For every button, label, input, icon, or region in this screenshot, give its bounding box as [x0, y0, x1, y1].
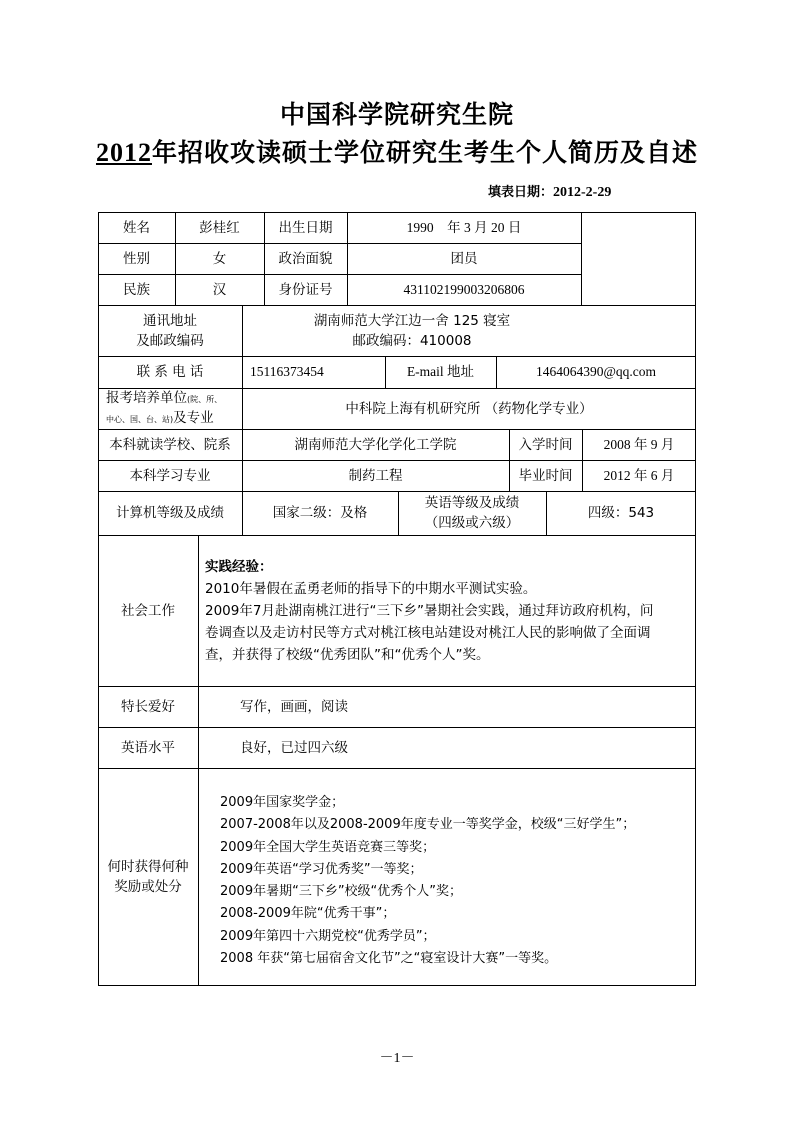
enroll-date-value: 2008 年 9 月: [603, 436, 675, 452]
award-item: 2009年全国大学生英语竞赛三等奖；: [220, 839, 436, 855]
major-value: 制药工程: [348, 467, 403, 484]
social-work-line: 卷调查以及走访村民等方式对桃江核电站建设对桃江人民的影响做了全面调: [205, 625, 651, 641]
title-line-2-text: 年招收攻读硕士学位研究生考生个人简历及自述: [151, 138, 698, 167]
address-value-line-1: 湖南师范大学江边一舍 125 寝室: [313, 312, 511, 329]
award-item: 2009年国家奖学金；: [220, 795, 345, 810]
english-grade-value: 四级：543: [587, 505, 655, 521]
ethnicity-value: 汉: [212, 281, 227, 298]
awards-label: [98, 768, 198, 986]
address-label-line-2: 及邮政编码: [136, 332, 204, 349]
english-grade-label-line-2: （四级或六级）: [424, 515, 520, 531]
award-item: 2007-2008年以及2008-2009年度专业一等奖学金，校级“三好学生”；: [220, 817, 636, 833]
phone-label: 联 系 电 话: [136, 364, 204, 380]
id-number-value: 431102199003206806: [403, 281, 525, 297]
fill-date-value: 2012-2-29: [553, 185, 612, 200]
name-value: 彭桂红: [199, 219, 240, 236]
english-grade-label-line-1: 英语等级及成绩: [424, 495, 520, 511]
english-level-value: 良好，已过四六级: [240, 739, 348, 756]
award-item: 2009年第四十六期党校“优秀学员”；: [220, 928, 436, 944]
page-number: －1－: [379, 1051, 415, 1066]
award-item: 2009年暑期“三下乡”校级“优秀个人”奖；: [220, 884, 463, 900]
title-year: 2012: [95, 138, 152, 167]
ethnicity-label: 民族: [123, 281, 150, 298]
graduation-date-label: 毕业时间: [518, 467, 573, 484]
major-label: 本科学习专业: [129, 467, 211, 484]
undergrad-school-value: 湖南师范大学化学化工学院: [294, 436, 457, 453]
political-status-value: 团员: [450, 250, 478, 267]
awards-list: [220, 792, 635, 970]
birth-date-label: 出生日期: [278, 219, 333, 236]
apply-unit-label: [98, 388, 242, 429]
email-label: E-mail 地址: [406, 364, 475, 379]
social-work-line: 查，并获得了校级“优秀团队”和“优秀个人”奖。: [205, 647, 490, 663]
social-work-label: 社会工作: [121, 602, 175, 619]
hobbies-label: 特长爱好: [121, 698, 175, 715]
apply-unit-label-major: 及专业: [173, 409, 214, 426]
gender-label: 性别: [123, 250, 150, 267]
political-status-label: 政治面貌: [278, 250, 333, 267]
award-item: 2009年英语“学习优秀奖”一等奖；: [220, 861, 423, 877]
email-value: 1464064390@qq.com: [535, 364, 657, 379]
fill-date-label: 填表日期：: [488, 185, 554, 200]
english-grade-label: [398, 491, 546, 535]
name-label: 姓名: [123, 219, 150, 236]
title-line-2: [0, 133, 794, 169]
apply-unit-label-note-2: 中心、国、台、站): [106, 414, 174, 424]
hobbies-value: 写作，画画，阅读: [240, 698, 348, 715]
gender-value: 女: [212, 250, 227, 267]
address-value: [242, 305, 582, 356]
english-level-label: 英语水平: [121, 739, 175, 756]
id-number-label: 身份证号: [278, 281, 333, 298]
address-label-line-1: 通讯地址: [143, 312, 197, 329]
awards-label-line-2: 奖励或处分: [114, 879, 182, 895]
computer-level-label: 计算机等级及成绩: [116, 505, 224, 521]
social-work-content: [205, 556, 691, 666]
title-line-1: 中国科学院研究生院: [279, 100, 514, 129]
fill-date: [488, 181, 611, 201]
postal-code-value: 邮政编码：410008: [352, 332, 472, 349]
address-label: [98, 305, 242, 356]
social-work-heading: 实践经验：: [205, 559, 273, 575]
enroll-date-label: 入学时间: [518, 436, 573, 453]
phone-value: 15116373454: [250, 364, 324, 379]
undergrad-school-label: 本科就读学校、院系: [109, 436, 231, 453]
apply-unit-label-text: 报考培养单位: [106, 389, 187, 406]
apply-unit-value: 中科院上海有机研究所 （药物化学专业）: [345, 400, 593, 417]
birth-date-value: 1990 年 3 月 20 日: [406, 219, 522, 235]
apply-unit-label-note-1: (院、所、: [187, 394, 223, 404]
graduation-date-value: 2012 年 6 月: [603, 467, 675, 483]
award-item: 2008 年获“第七届宿舍文化节”之“寝室设计大赛”一等奖。: [220, 951, 558, 967]
social-work-line: 2009年7月赴湖南桃江进行“三下乡”暑期社会实践，通过拜访政府机构，问: [205, 603, 654, 619]
award-item: 2008-2009年院“优秀干事”；: [220, 906, 396, 922]
awards-label-line-1: 何时获得何种: [107, 859, 189, 875]
social-work-line: 2010年暑假在孟勇老师的指导下的中期水平测试实验。: [205, 581, 537, 597]
computer-level-value: 国家二级：及格: [272, 505, 368, 521]
